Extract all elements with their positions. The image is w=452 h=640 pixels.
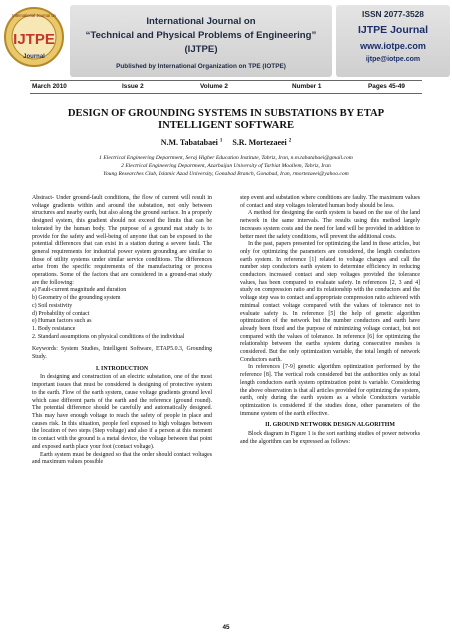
journal-title-box [70, 5, 332, 77]
paragraph: Earth system must be designed so that the order should contact voltages and maximum values possible [32, 451, 212, 466]
list-item: e) Human factors such as [32, 318, 92, 325]
keywords: Keywords: System Studies, Intelligent Software, ETAP5.0.3, Grounding Study. [32, 346, 212, 361]
pages-range: Pages 45-49 [368, 83, 405, 90]
logo-top-text: International Journal on [12, 13, 56, 18]
author-2: S.R. Mortezaeei [232, 138, 287, 147]
right-column [240, 195, 420, 447]
issue-bar [30, 80, 422, 94]
left-column [32, 195, 212, 467]
paragraph: In designing and construction of an electric substation, one of the most important issues that must be considered is designing of protective system to the earth. Flow of the earth system, cause voltage gradients ground level which case different parts of the earth and the reference (ground round). The potential difference should be carefully and automatically designed. This may have enough voltage to reach the safety of people in place and causes risk. In this situation, people feel exposed to high voltages between the location of two steps (Step voltage) and also if a person at this moment in contact with the ground is a metal device, the voltage between that point and exposed earth place your foot (contact voltage). [32, 374, 212, 450]
logo-small-text: Journal [23, 54, 45, 60]
issue-number: Issue 2 [122, 83, 144, 90]
list-item: d) Probability of contact [32, 310, 90, 317]
journal-line2: “Technical and Physical Problems of Engineering” [85, 30, 317, 41]
authors [40, 138, 412, 147]
paragraph: step event and substation where conditions are faulty. The maximum values of contact and step voltages tolerated human body should be less. [240, 195, 420, 209]
list-item: c) Soil resistivity [32, 302, 73, 309]
title-line1: DESIGN OF GROUNDING SYSTEMS IN SUBSTATIONS BY ETAP [67, 108, 385, 119]
page-number: 45 [222, 624, 230, 631]
journal-line3: (IJTPE) [184, 44, 218, 55]
author-1: N.M. Tabatabaei [160, 138, 218, 147]
paragraph: Block diagram in Figure 1 is the sort earthing studies of power networks and the algorithm can be expressed as follows: [240, 431, 420, 445]
list-item: b) Geometry of the grounding system [32, 295, 121, 302]
paragraph: In the past, papers presented for optimizing the land in these articles, but only for optimizing the parameters are considered, the length conductors earth system. In reference [1] related to voltage changes and call the number step conductors earth system to determine efficiency in reducing conductors increased contact and step voltages provided the tolerance values, has been compared to evaluate safety. In references [2, 3 and 4] study on compression ratio and its relationship with the conductors and the voltage step was to contact and appropriate compression ratio achieved with minimal contact voltage compared with the values of tolerance not to evaluate safety is. In reference [5] the help of genetic algorithm optimization of the network but the number conductors and earth have already been fixed and the purpose of minimizing voltage contact, but not compared with the values of tolerance. In reference [6] for optimizing the relationship between the earths system during consecutive meshes is considered. But the only optimization variable, the total length of network Conductors earth. [240, 241, 420, 363]
affiliation-3: Young Researches Club, Islamic Azad University, Gonabad Branch, Gonabad, Iran, rmortezaeei@yahoo.com [103, 171, 349, 177]
journal-logo [3, 3, 65, 75]
paper-title [40, 108, 412, 132]
issn: ISSN 2077-3528 [362, 9, 424, 19]
section-heading: II. GROUND NETWORK DESIGN ALGORITHM [265, 422, 395, 429]
volume-number: Volume 2 [200, 83, 228, 90]
author-1-sup: 1 [219, 138, 223, 144]
author-2-sup: 2 [288, 138, 292, 144]
publisher-line: Published by International Organization on TPE (IOTPE) [116, 63, 286, 70]
section-heading: I. INTRODUCTION [95, 365, 149, 372]
title-line2: INTELLIGENT SOFTWARE [157, 120, 295, 131]
paragraph: A method for designing the earth system is based on the use of the land network in the same intervals. The results using this method largely increases system costs and the need for land will be provided in addition to better meet the safety conditions, will prevent the additional costs. [240, 210, 420, 240]
journal-header [0, 0, 452, 82]
website-link[interactable]: www.iotpe.com [360, 41, 426, 51]
paragraph: In references [7-9] genetic algorithm optimization performed by the reference [8]. The vertical rods considered but the authorities only as total length conductors earth system optimization point is variable. Considering the above observation is that all articles provided for optimizing the system, earth, only during the earth system as a whole Conductors variable optimization is considered if the studies done, other parameters of the immune system of the earth effective. [240, 364, 420, 417]
list-item: a) Fault-current magnitude and duration [32, 287, 127, 294]
number-label: Number 1 [292, 83, 322, 90]
list-item: 1. Body resistance [32, 325, 76, 332]
abstract: Abstract- Under ground-fault conditions, the flow of current will result in voltage gradients within and around the substation, not only between structures and nearby earth, but also along the ground surface. In a properly designed system, this gradient should not exceed the limits that can be tolerated by the human body. The purpose of a ground mat study is to provide for the safety and well-being of anyone that can be exposed to the potential differences that can exist in a station during a severe fault. The general requirements for industrial power system grounding are similar to those of utility systems under similar service conditions. The differences arise from the specific requirements of the manufacturing or process operations. Some of the factors that are considered in a ground-mat study are the following: [32, 195, 212, 286]
affiliation-2: 2 Electrical Engineering Department, Azarbaijan University of Tarbiat Moallem, Tabriz, Iran [121, 163, 331, 169]
issue-date: March 2010 [32, 83, 67, 90]
affiliation-1: 1 Electrical Engineering Department, Seraj Higher Education Institute, Tabriz, Iran, n.m.tabatabaei@gmail.com [99, 155, 353, 161]
email-link[interactable]: ijtpe@iotpe.com [365, 56, 421, 63]
journal-short-name: IJTPE Journal [357, 24, 429, 36]
list-item: 2. Standard assumptions on physical conditions of the individual [32, 333, 185, 340]
journal-line1: International Journal on [146, 16, 256, 27]
journal-info-box [336, 5, 450, 77]
logo-big-text: IJTPE [13, 31, 55, 48]
